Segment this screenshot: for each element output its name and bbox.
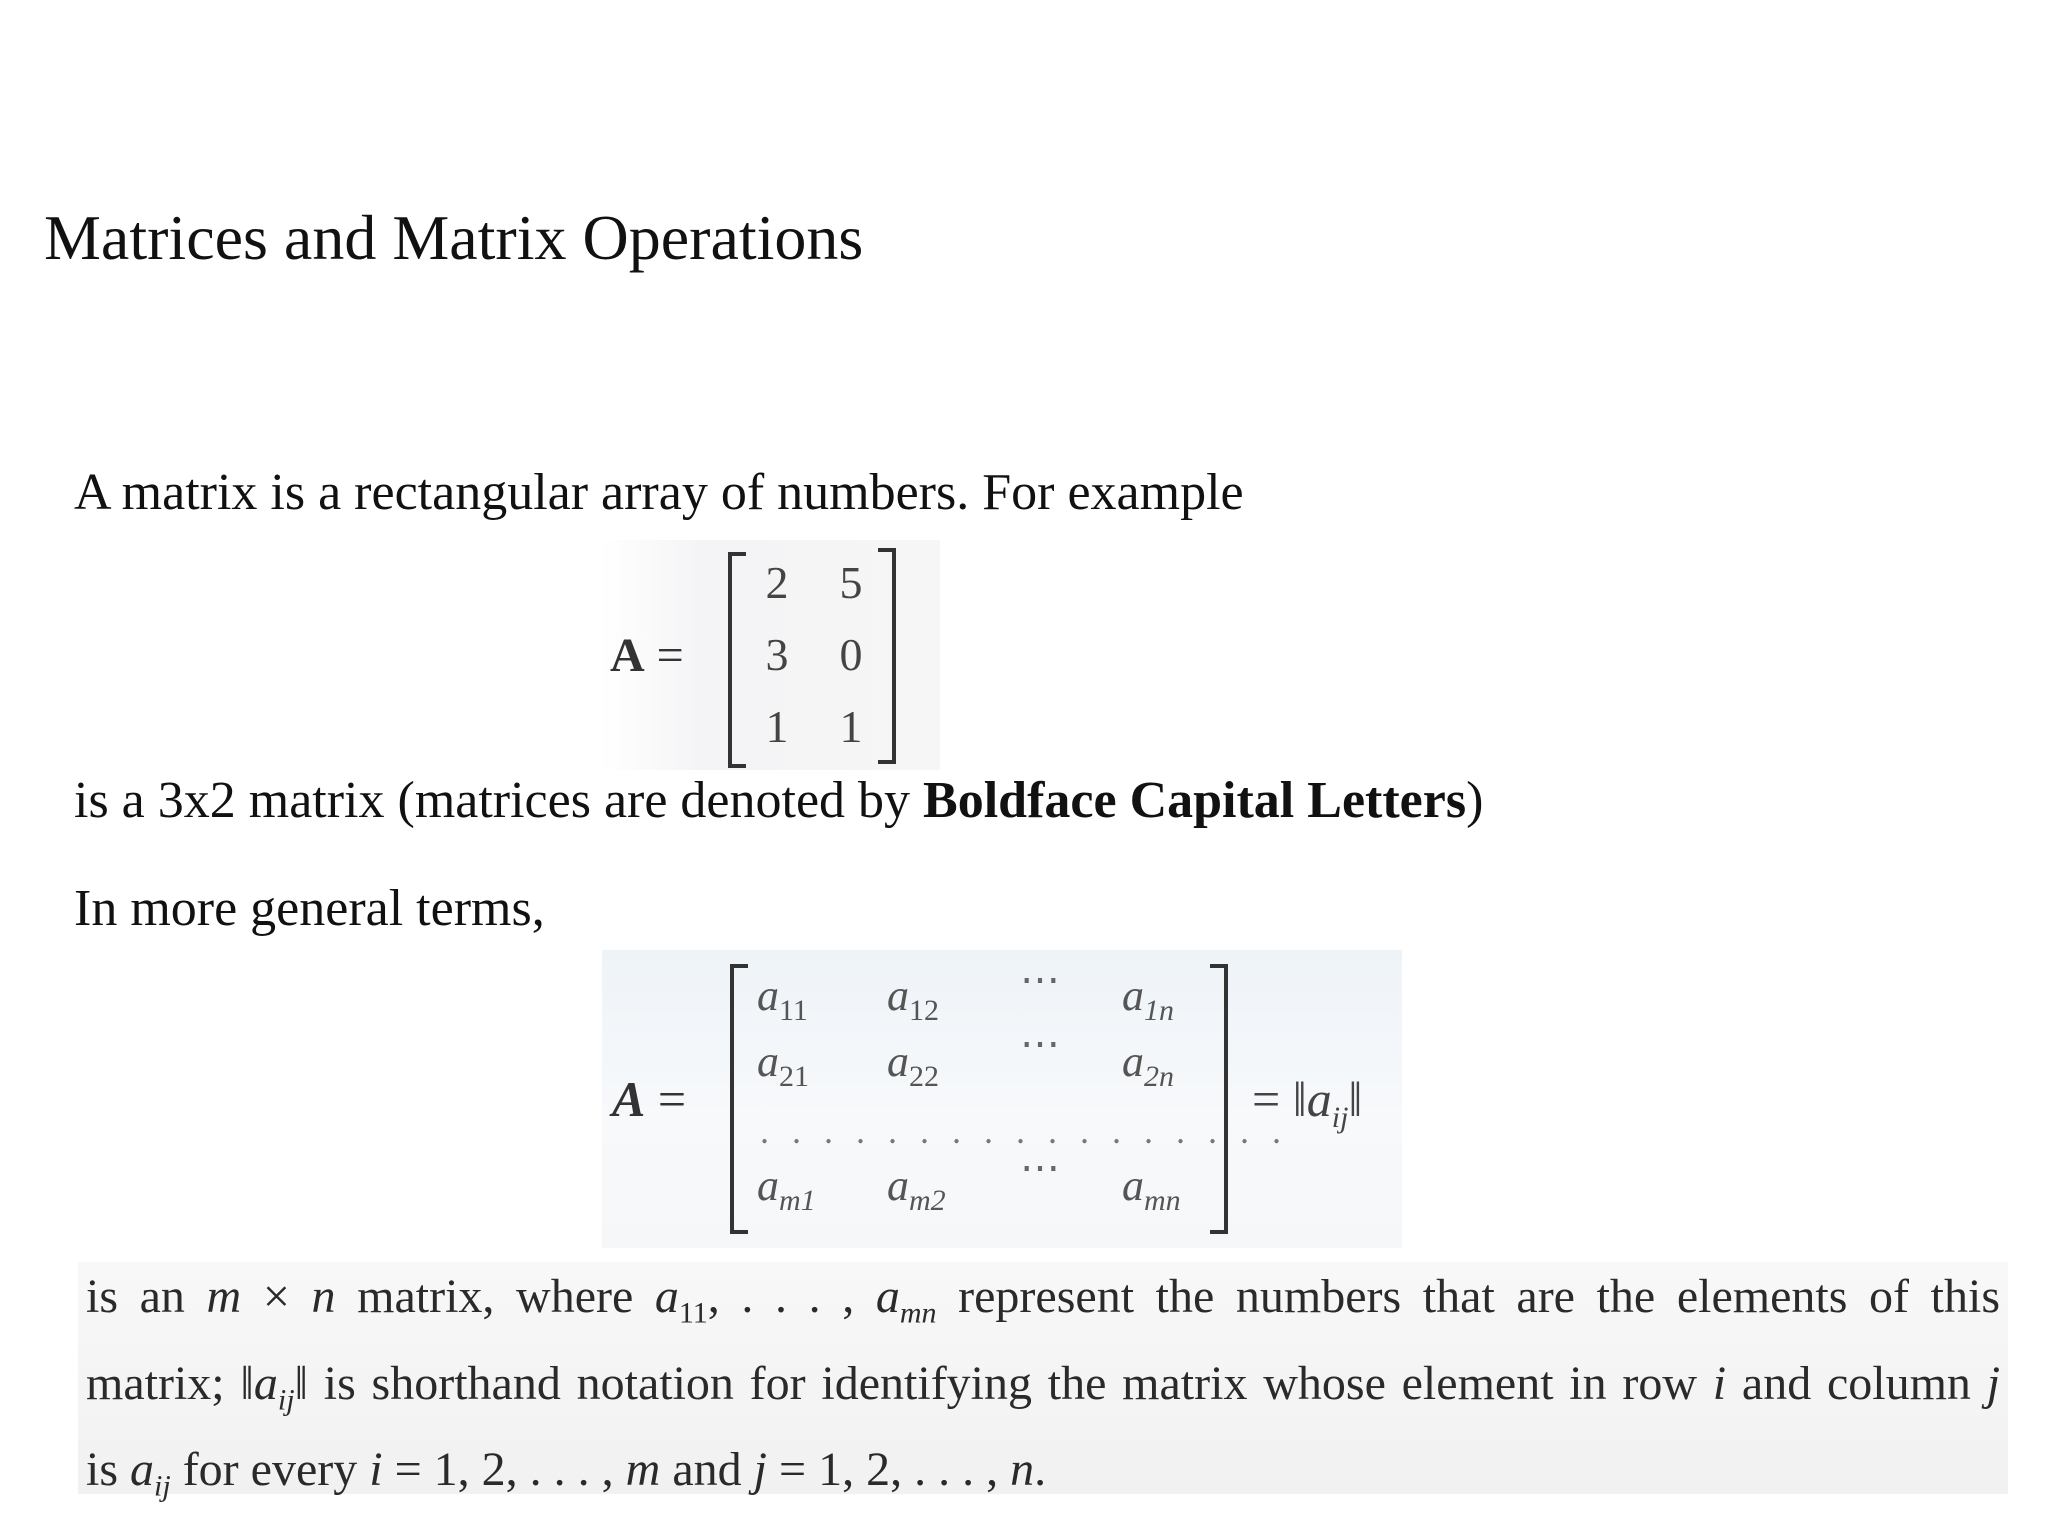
element-sub: 1n [1144,993,1174,1027]
shorthand-open: ‖a [1292,1071,1332,1127]
matrix-element [757,1036,809,1094]
element-sub: 2n [1144,1059,1174,1093]
dotted-row: . . . . . . . . . . . . . . . . . [760,1111,1288,1151]
element-base: a [757,1161,779,1210]
definition-paragraph [78,1262,2008,1503]
element-base: a [887,971,909,1020]
element-sub: 12 [909,993,939,1027]
intro-text: A matrix is a rectangular array of numbers. For example [74,464,1244,521]
paragraph-line: is an m × n matrix, where $a_{11}$, . . . , $a_{mn}$ represent the numbers that are the elements of this [86,1270,2000,1330]
element-base: a [887,1037,909,1086]
right-bracket [1210,964,1228,1234]
desc-bold: Boldface Capital Letters [923,772,1467,829]
element-sub: mn [1144,1183,1181,1217]
matrix-element [887,1160,946,1218]
element-base: a [1122,971,1144,1020]
desc-prefix: is a 3x2 matrix (matrices are denoted by [74,772,924,829]
matrix-cell: 1 [765,701,789,752]
matrix-cell: 2 [765,557,789,608]
paragraph-line: matrix; $‖a_{ij}‖$ is shorthand notation for identifying the matrix whose element in row i and column j [86,1356,2001,1417]
equals-sign: = [656,629,684,682]
element-base: a [887,1161,909,1210]
right-bracket [878,548,896,764]
general-terms-text: In more general terms, [74,880,545,937]
element-base: a [757,971,779,1020]
element-sub: m2 [909,1183,946,1217]
element-base: a [1122,1161,1144,1210]
matrix-shorthand [1252,1070,1362,1135]
matrix-element [887,970,939,1028]
general-matrix [602,950,1402,1248]
matrix-element [1122,1160,1181,1218]
desc-suffix: ) [1466,772,1484,829]
matrix-lhs [610,628,684,683]
matrix-element [757,1160,816,1218]
shorthand-sub: ij [1331,1101,1349,1134]
element-sub: 22 [909,1059,939,1093]
matrix-description [74,770,1483,832]
element-base: a [1122,1037,1144,1086]
matrix-lhs [612,1070,686,1128]
matrix-cell: 5 [839,557,863,608]
matrix-element [887,1036,939,1094]
matrix-element [1122,970,1174,1028]
matrix-element [1122,1036,1174,1094]
left-bracket [730,964,748,1234]
equals-sign: = [657,1071,687,1127]
shorthand-close: ‖ [1348,1071,1363,1127]
matrix-element [757,970,808,1028]
matrix-symbol: A [612,1071,646,1127]
matrix-cell: 3 [765,629,789,680]
element-sub: 11 [779,993,808,1027]
paragraph-line: is $a_{ij}$ for every i = 1, 2, . . . , m and j = 1, 2, . . . , n. [86,1443,1047,1503]
left-bracket [728,552,746,768]
matrix-symbol: A [610,629,645,682]
slide-title: Matrices and Matrix Operations [44,202,864,273]
equals-sign: = [1252,1071,1281,1127]
element-sub: m1 [779,1183,816,1217]
matrix-cell: 0 [839,629,863,680]
horizontal-ellipsis: ⋯ [1020,1145,1064,1190]
matrix-cell: 1 [839,701,863,752]
example-matrix [600,540,940,770]
horizontal-ellipsis: ⋯ [1020,1021,1064,1066]
element-base: a [757,1037,779,1086]
horizontal-ellipsis: ⋯ [1020,957,1064,1002]
element-sub: 21 [779,1059,809,1093]
